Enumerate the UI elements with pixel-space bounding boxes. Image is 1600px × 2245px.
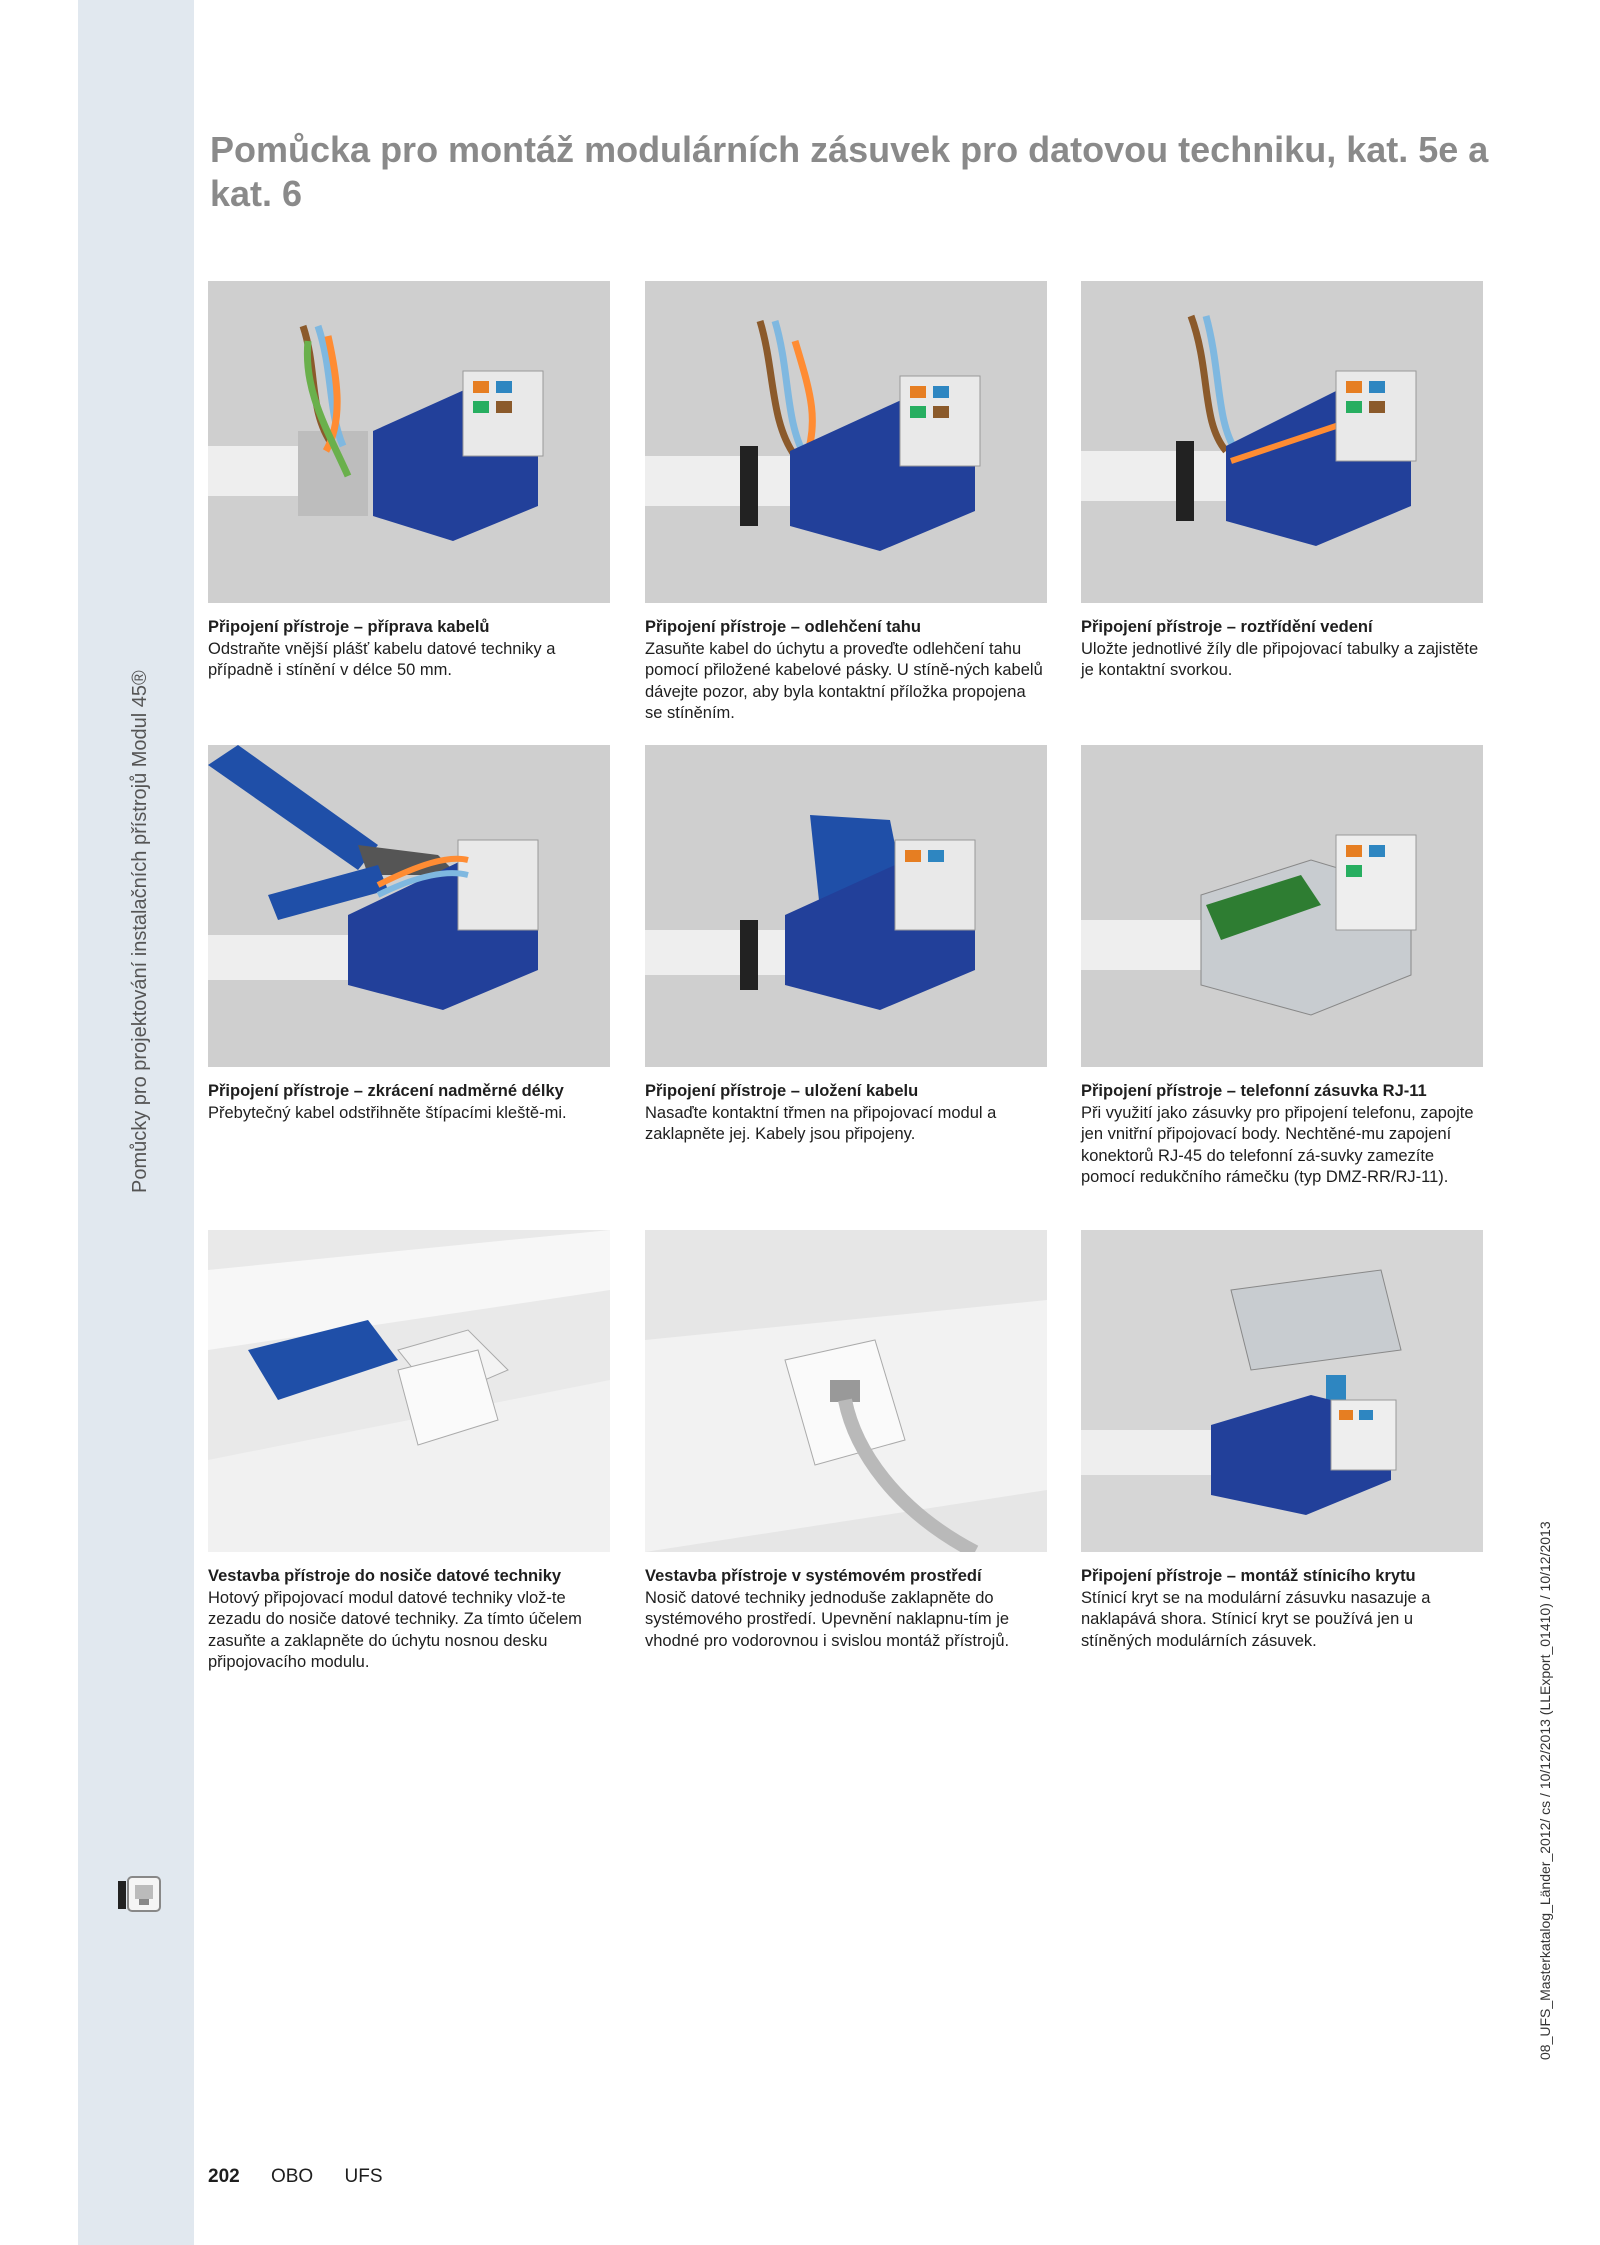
step-photo bbox=[208, 281, 610, 603]
step-3 bbox=[1081, 281, 1483, 682]
step-text: Stínicí kryt se na modulární zásuvku nasazuje a naklapává shora. Stínicí kryt se používá jen u stíněných modulárních zásuvek. bbox=[1081, 1588, 1431, 1650]
step-6 bbox=[1081, 745, 1483, 1189]
step-title: Připojení přístroje – telefonní zásuvka RJ-11 bbox=[1081, 1082, 1427, 1100]
step-text: Při využití jako zásuvky pro připojení telefonu, zapojte jen vnitřní připojovací body. Nechtěné-mu zapojení konektorů RJ-45 do telefonní zá-suvky zamezíte pomocí redukčního rámečku (typ DMZ-RR/RJ-11). bbox=[1081, 1103, 1474, 1186]
step-text: Uložte jednotlivé žíly dle připojovací tabulky a zajistěte je kontaktní svorkou. bbox=[1081, 639, 1479, 679]
step-title: Připojení přístroje – odlehčení tahu bbox=[645, 618, 921, 636]
footer-brand: OBO bbox=[270, 2166, 314, 2187]
step-title: Vestavba přístroje v systémovém prostředí bbox=[645, 1567, 982, 1585]
step-text: Hotový připojovací modul datové techniky vlož-te zezadu do nosiče datové techniky. Za tímto účelem zasuňte a zaklapněte do úchytu nosnou desku připojovacího modulu. bbox=[208, 1588, 582, 1671]
step-title: Připojení přístroje – roztřídění vedení bbox=[1081, 618, 1373, 636]
step-photo bbox=[645, 745, 1047, 1067]
step-photo bbox=[1081, 1230, 1483, 1552]
side-label: Pomůcky pro projektování instalačních přístrojů Modul 45® bbox=[129, 670, 151, 1193]
step-5 bbox=[645, 745, 1047, 1146]
step-text: Přebytečný kabel odstřihněte štípacími kleště-mi. bbox=[208, 1103, 567, 1122]
step-4 bbox=[208, 745, 610, 1124]
step-9 bbox=[1081, 1230, 1483, 1652]
page-number: 202 bbox=[208, 2166, 240, 2187]
footer-division: UFS bbox=[344, 2166, 383, 2187]
page-footer bbox=[208, 2165, 383, 2189]
step-2 bbox=[645, 281, 1047, 725]
step-7 bbox=[208, 1230, 610, 1674]
page-title: Pomůcka pro montáž modulárních zásuvek pro datovou techniku, kat. 5e a kat. 6 bbox=[210, 129, 1489, 214]
step-title: Připojení přístroje – zkrácení nadměrné délky bbox=[208, 1082, 564, 1100]
step-photo bbox=[208, 745, 610, 1067]
step-photo bbox=[1081, 745, 1483, 1067]
step-title: Připojení přístroje – montáž stínicího krytu bbox=[1081, 1567, 1416, 1585]
step-photo bbox=[1081, 281, 1483, 603]
step-text: Nosič datové techniky jednoduše zaklapněte do systémového prostředí. Upevnění naklapnu-tím je vhodné pro vodorovnou i svislou montáž přístrojů. bbox=[645, 1588, 1010, 1650]
step-photo bbox=[645, 281, 1047, 603]
step-title: Vestavba přístroje do nosiče datové techniky bbox=[208, 1567, 562, 1585]
step-1 bbox=[208, 281, 610, 682]
step-photo bbox=[208, 1230, 610, 1552]
step-text: Zasuňte kabel do úchytu a proveďte odlehčení tahu pomocí přiložené kabelové pásky. U stíně-ných kabelů dávejte pozor, aby byla kontaktní příložka propojena se stíněním. bbox=[645, 639, 1043, 722]
step-title: Připojení přístroje – uložení kabelu bbox=[645, 1082, 919, 1100]
step-title: Připojení přístroje – příprava kabelů bbox=[208, 618, 490, 636]
socket-module-icon bbox=[118, 1875, 168, 1915]
export-note: 08_UFS_Masterkatalog_Länder_2012/ cs / 10/12/2013 (LLExport_01410) / 10/12/2013 bbox=[1537, 1521, 1553, 2060]
step-8 bbox=[645, 1230, 1047, 1652]
step-photo bbox=[645, 1230, 1047, 1552]
step-text: Odstraňte vnější plášť kabelu datové techniky a případně i stínění v délce 50 mm. bbox=[208, 639, 556, 679]
step-text: Nasaďte kontaktní třmen na připojovací modul a zaklapněte jej. Kabely jsou připojeny. bbox=[645, 1103, 997, 1143]
